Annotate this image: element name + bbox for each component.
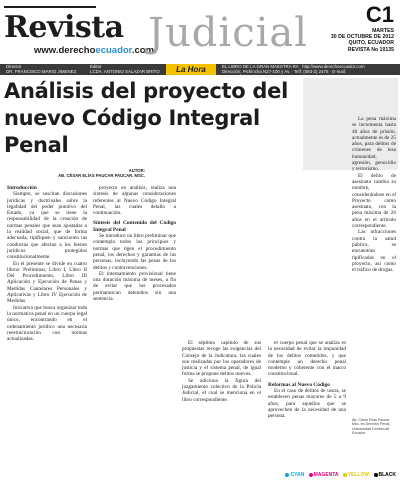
editor-block <box>90 65 160 75</box>
credits-title: Ab. César Elías Paucar <box>352 418 390 422</box>
article-column-4 <box>268 185 346 420</box>
contact-info: Dirección: Pichincha N27-100 y Av. · Telf: (593-2) 2475 · E-mail: contacto@derechoecuador.com <box>222 68 346 79</box>
paragraph: La pena máxima se incrementa hasta 40 años de prisión, actualmente es de 25 años, para delitos de crímenes de lesa humanidad, agresión, genocidio y terrorismo. <box>352 116 396 173</box>
paragraph: Las infracciones contra la salud pública, se encuentran tipificadas en el proyecto, así como el tráfico de drogas. <box>352 229 396 274</box>
logo-rule <box>4 6 96 8</box>
paragraph: El internamiento provisional tiene una duración máxima de meses, a fin de evitar que los procesados permanezcan detenidos sin una sentencia. <box>93 270 176 303</box>
article-column-5 <box>352 116 396 273</box>
section-title-sintesis: Síntesis del Contenido del Código Integral Penal <box>93 220 176 233</box>
image-placeholder <box>182 185 261 340</box>
magenta-dot-icon <box>309 473 313 477</box>
paragraph: Iniciativa que busca organizar toda la normativa penal en un cuerpo legal único, encontrando en el ordenamiento jurídico una necesaria reestructuración con normas actualizadas. <box>7 304 87 343</box>
author-label: AUTOR: <box>128 168 145 173</box>
magenta-label: MAGENTA <box>313 472 339 478</box>
paragraph: El séptimo capítulo de sus propuestas recoge las exigencias del Consejo de la Judicatura, las cuales son realizadas por los operadores de justicia y el sistema penal, de igual forma se propone delitos nuevos. <box>182 340 261 378</box>
url-highlight: ecuador <box>95 45 132 56</box>
url-prefix: www.derecho <box>34 45 96 56</box>
author-name: AB. CÉSAR ELÍAS PAUCAR PAUCAR. MSC. <box>58 173 145 178</box>
yellow-dot-icon <box>343 473 347 477</box>
director-name: DR. FRANCISCO MARIO JIMENEZ <box>6 68 77 74</box>
issue-day: MARTES <box>372 28 394 34</box>
section-code: C1 <box>365 2 394 27</box>
author-byline <box>35 168 145 178</box>
section-title-introduccion: Introducción <box>7 185 37 191</box>
issue-info <box>324 28 394 53</box>
issue-date: 30 DE OCTUBRE DE 2012 <box>330 34 394 41</box>
paragraph: proyecto en análisis, realiza una síntesis de algunas consideraciones referentes al Nuevo Código Integral Penal, las cuales detallo a continuación. <box>93 185 176 217</box>
paragraph: Se introduce un libro preliminar que contempla todos los principios y normas que rigen el procedimiento penal, los derechos y garantías de las personas, incluyendo las penas de los delitos y contravenciones. <box>93 233 176 271</box>
paragraph: El delito de asesinato cambia su nombre, considerándose en el Proyecto como asesinato, con la pena máxima de 26 años en el artículo correspondiente. <box>352 172 396 230</box>
image-placeholder <box>268 185 346 340</box>
article-column-3 <box>182 185 261 403</box>
cyan-label: CYAN <box>290 472 305 478</box>
article-column-1 <box>7 185 87 342</box>
paragraph: el cuerpo penal que se analiza es la necesidad de evitar la impunidad de los delitos cometidos, y que contemple un derecho penal moderno y coherente con el marco constitucional. <box>268 340 346 378</box>
brand-url[interactable] <box>34 45 154 56</box>
editor-name: LCDA. ANTONIO SALAZAR BRITO <box>90 68 160 74</box>
credits-body: Msc. en Derecho Penal, Universidad Central del Ecuador <box>352 422 391 436</box>
cyan-dot-icon <box>285 473 289 477</box>
yellow-label: YELLOW <box>347 472 370 478</box>
newspaper-logo: La Hora <box>166 64 216 75</box>
paragraph: En el caso de delitos de usura, se establecen penas mayores de 5 a 9 años, para aquellos que se aprovechen de la necesidad de una persona. <box>268 388 346 420</box>
director-block <box>6 65 76 75</box>
brand-judicial: Judicial <box>148 10 309 56</box>
author-credits <box>352 418 396 436</box>
paragraph: Siempre, se suscitan discusiones jurídicas y doctrinales sobre la legalidad del poder punitivo del Estado, ya que se tiene la responsabilidad de la creación de normas penales que sean ajustadas a la realidad social, que de forma adecuada, tipifiquen y sancionen las conductas que afectan a los bienes jurídicos protegidos constitucionalmente. <box>7 191 87 261</box>
url-suffix: .com <box>131 45 155 56</box>
article-headline: Análisis del proyecto del nuevo Código Integral Penal <box>4 79 289 157</box>
web-link[interactable]: http://www.derechoecuador.com <box>302 64 365 69</box>
black-dot-icon <box>374 473 378 477</box>
credits-strip <box>0 64 400 79</box>
issue-number: REVISTA No 10135 <box>347 46 394 53</box>
address: EL LIBRO DE LA GRAN MAESTRA RA http://www.derechoecuador.com <box>222 64 365 69</box>
masthead <box>0 0 400 70</box>
section-title-reformas: Reformas al Nuevo Código <box>268 381 330 388</box>
editor-label: Editor <box>90 64 102 69</box>
paragraph: En el presente se divide en cuatro libros: Preliminar, Libro I, Libro II Del Procedimiento, Libro III Aplicación y Ejecución de Penas y Medidas Cautelares Personales y Aplicativas y Libro IV Ejecución de Medidas. <box>7 260 87 305</box>
article-column-2 <box>93 185 176 302</box>
brand-revista: Revista <box>4 10 124 45</box>
paragraph: Se adiciona la figura del juzgamiento colectivo de la Policía Judicial, el cual se menciona en el libro correspondiente. <box>182 377 261 403</box>
black-label: BLACK <box>378 472 396 478</box>
issue-city: QUITO, ECUADOR <box>348 40 394 47</box>
print-color-bar <box>282 472 396 478</box>
director-label: Director <box>6 64 22 69</box>
